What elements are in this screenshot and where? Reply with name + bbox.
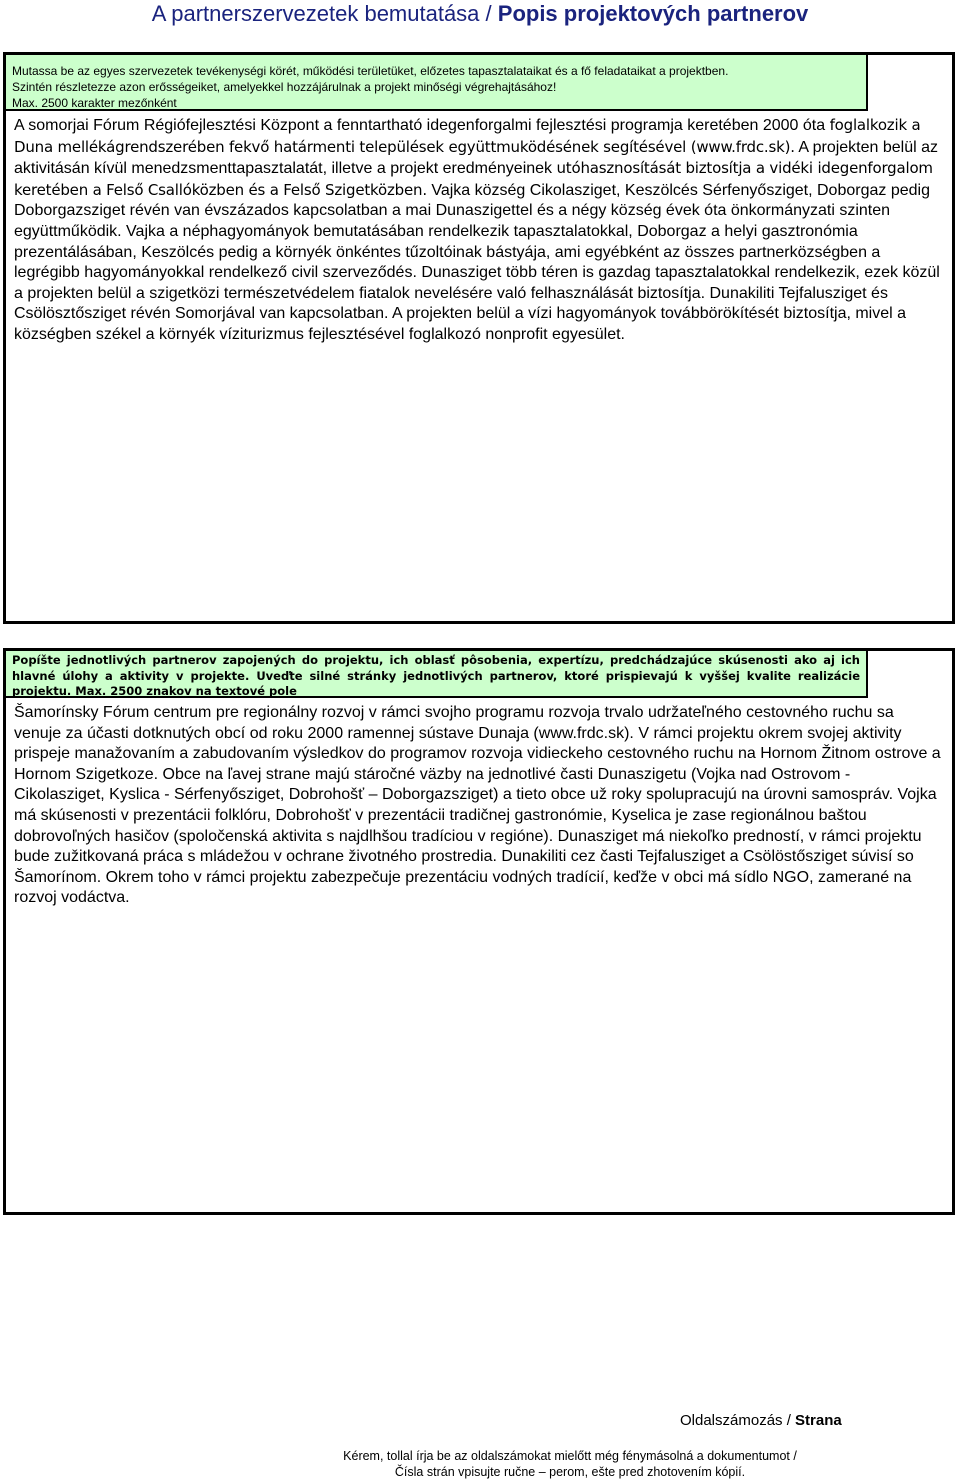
footer-note bbox=[290, 1448, 850, 1480]
page-title bbox=[0, 0, 960, 28]
hungarian-text-part1: A somorjai Fórum Régiófejlesztési Központ a fenntartható idegenforgalmi fejlesztési programja keretében 2000 óta bbox=[14, 117, 830, 134]
footer-note-hungarian: Kérem, tollal írja be az oldalszámokat mielőtt még fénymásolná a dokumentumot / bbox=[343, 1449, 797, 1463]
hungarian-prompt-limit: Max. 2500 karakter mezőnként bbox=[12, 96, 177, 110]
title-hungarian: A partnerszervezetek bemutatása / bbox=[151, 1, 498, 26]
hungarian-partner-section bbox=[3, 52, 955, 624]
slovak-prompt: Popíšte jednotlivých partnerov zapojených do projektu, ich oblasť pôsobenia, expertízu, predchádzajúce skúsenosti ako aj ich hlavné úlohy a aktivity v projekte. Uveďte silné stránky jednotlivých partnerov, ktoré prispievajú k vyššej kvalite realizácie projektu. Max. 2500 znakov na textové pole bbox=[6, 651, 868, 698]
page-numbering-label bbox=[680, 1412, 842, 1429]
hungarian-text-part3: A projekten belül az aktivitásán kívül menedzsmenttapasztalatát, illetve a projekt eredményeinek bbox=[14, 138, 939, 178]
slovak-text-field[interactable]: Šamorínsky Fórum centrum pre regionálny rozvoj v rámci svojho programu rozvoja trvalo udržateľného cestovného ruchu sa venuje za účasti dotknutých obcí od roku 2000 ramennej sústave Dunaja (www.frdc.sk). V rámci projektu okrem svojej aktivity prispeje manažovaním a zabudovaním výsledkov do programov rozvoja vidieckeho cestovného ruchu na Hornom Žitnom ostrove a Hornom Szigetkoze. Obce na ľavej strane majú stáročné väzby na jednotlivé časti Dunaszigetu (Vojka nad Ostrovom - Cikolasziget, Kyslica - Sérfenyősziget, Dobrohošť – Doborgazsziget) a tieto obce už roky spolupracujú na úrovni samospráv. Vojka má skúsenosti v prezentácii folklóru, Dobrohošť v prezentácii tradičnej gastronómie, Kyselica je zase regionálnou baštou dobrovoľných hasičov (spoločenská aktivita s najdlhšou tradíciou v regióne). Dunasziget má niekoľko predností, v rámci projektu bude zužitkovaná práca s mládežou v ochrane životného prostredia. Dunakiliti cez časti Tejfalusziget a Csölöstősziget súvisí so Šamorínom. Okrem toho v rámci projektu zabezpečuje prezentáciu vodných tradícií, keďže v obci má sídlo NGO, zamerané na rozvoj vodáctva. bbox=[14, 704, 941, 907]
hungarian-text-field[interactable] bbox=[14, 115, 944, 346]
page-numbering-hungarian: Oldalszámozás / bbox=[680, 1412, 796, 1429]
hungarian-prompt bbox=[6, 55, 868, 111]
hungarian-text-part5: Vajka község Cikolasziget, Keszölcés Sérfenyősziget, Doborgaz pedig Doborgazsziget révén van évszázados kapcsolatban a mai Dunaszigettel és a négy község évek óta önkormányzati szinten együttműködik. Vajka a néphagyományok bemutatásában rendelkezik tapasztalatokkal, Doborgaz a helyi gasztronómia prezentálásában, Keszölcés pedig a környék önkéntes tűzoltóinak bástyája, ami egyébként az összes partnerközségben a legrégibb hagyományokkal rendelkező civil szerveződés. Dunasziget több téren is gazdag tapasztalatokkal rendelkezik, ezek közül a projekten belül a szigetközi természetvédelem fiatalok nevelésére való felhasználását biztosítja. Dunakiliti Tejfalusziget és Csölösztősziget révén Somorjával van kapcsolatban. A projekten belül a vízi hagyományok továbbörökítését biztosítja, mivel a községben székel a környék víziturizmus fejlesztésével foglalkozó nonprofit egyesület. bbox=[14, 181, 940, 343]
footer-note-slovak: Čísla strán vpisujte ručne – perom, ešte pred zhotovením kópií. bbox=[394, 1465, 746, 1479]
hungarian-text-part2: foglalkozik a Duna mellékágrendszerében fekvő határmenti települések együttmuködésének segítésével (www.frdc.sk). bbox=[14, 116, 921, 156]
slovak-partner-section bbox=[3, 648, 955, 1215]
hungarian-prompt-line2: Szintén részletezze azon erősségeiket, amelyekkel hozzájárulnak a projekt minőségi végrehajtásához! bbox=[12, 80, 557, 94]
hungarian-prompt-line1: Mutassa be az egyes szervezetek tevékenységi körét, működési területüket, előzetes tapasztalataikat és a fő feladataikat a projektben. bbox=[12, 64, 729, 78]
title-slovak: Popis projektových partnerov bbox=[497, 1, 809, 26]
page-numbering-slovak: Strana bbox=[795, 1412, 842, 1429]
hungarian-text-part4: utóhasznosítását biztosítja a vidéki idegenforgalom keretében a Felső Csallóközben és a Felső Szigetközben. bbox=[14, 159, 933, 199]
